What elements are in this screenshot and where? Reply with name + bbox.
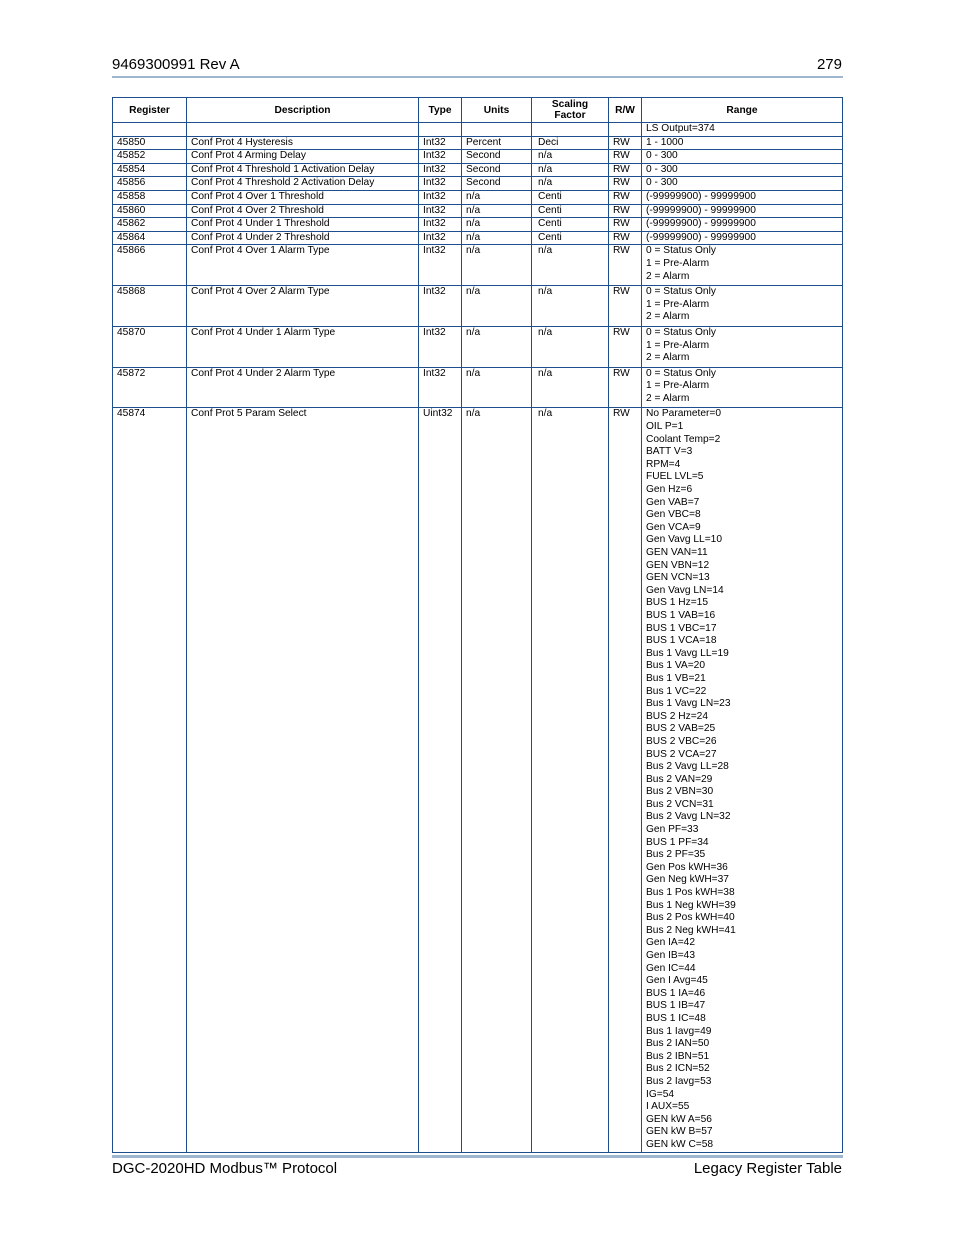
register-cell: 45870 [113,326,187,367]
range-line: 1 - 1000 [646,136,684,148]
units-cell: n/a [462,245,532,286]
description-cell: Conf Prot 4 Over 2 Threshold [187,204,419,218]
scaling-factor-cell: Centi [532,231,609,245]
description-cell: Conf Prot 4 Over 1 Threshold [187,190,419,204]
units-cell: n/a [462,204,532,218]
header-divider [112,76,843,78]
range-line: BATT V=3 [646,446,693,458]
table-row [113,136,843,150]
range-line: BUS 2 VCA=27 [646,748,717,760]
range-line: Bus 2 IAN=50 [646,1038,710,1050]
range-line: Bus 2 VAN=29 [646,773,713,785]
range-line: 2 = Alarm [646,270,690,282]
type-cell: Int32 [419,204,462,218]
range-line: Bus 2 Neg kWH=41 [646,924,736,936]
column-header-scaling-factor: Scaling Factor [532,98,609,123]
table-row [113,326,843,367]
type-cell: Int32 [419,190,462,204]
range-line: GEN kW A=56 [646,1113,712,1125]
range-line: GEN kW B=57 [646,1126,713,1138]
range-line: Gen VCA=9 [646,521,701,533]
register-cell: 45874 [113,408,187,1152]
scaling-factor-cell: n/a [532,408,609,1152]
range-cell [642,367,843,408]
range-line: Gen IA=42 [646,937,695,949]
range-line: Bus 1 VB=21 [646,672,706,684]
register-cell: 45858 [113,190,187,204]
range-line: BUS 1 VCA=18 [646,635,717,647]
description-cell: Conf Prot 4 Under 2 Alarm Type [187,367,419,408]
range-line: 2 = Alarm [646,311,690,323]
table-row [113,163,843,177]
document-title: DGC-2020HD Modbus™ Protocol [112,1160,338,1177]
table-row [113,177,843,191]
register-cell: 45854 [113,163,187,177]
description-cell: Conf Prot 4 Over 2 Alarm Type [187,286,419,327]
footer-divider [112,1155,843,1158]
scaling-factor-cell: Centi [532,190,609,204]
range-line: Gen Neg kWH=37 [646,874,729,886]
range-line: Gen I Avg=45 [646,975,708,987]
units-cell: Percent [462,136,532,150]
range-cell [642,286,843,327]
range-line: Bus 2 VCN=31 [646,798,714,810]
rw-cell: RW [609,218,642,232]
scaling-factor-cell: n/a [532,326,609,367]
scaling-factor-cell: Deci [532,136,609,150]
range-line: Gen VAB=7 [646,496,700,508]
range-line: Gen Pos kWH=36 [646,861,728,873]
range-line: OIL P=1 [646,421,684,433]
table-row [113,123,843,137]
range-line: LS Output=374 [646,123,715,134]
range-line: Gen Vavg LN=14 [646,584,724,596]
range-cell [642,231,843,245]
range-line: Bus 2 Iavg=53 [646,1075,712,1087]
rw-cell [609,123,642,137]
range-cell [642,190,843,204]
range-line: Gen Vavg LL=10 [646,534,722,546]
table-row [113,408,843,1152]
section-title: Legacy Register Table [693,1160,842,1177]
range-line: 1 = Pre-Alarm [646,298,710,310]
range-cell [642,218,843,232]
type-cell: Int32 [419,367,462,408]
description-cell: Conf Prot 4 Hysteresis [187,136,419,150]
range-line: GEN VBN=12 [646,559,710,571]
page-number: 279 [816,56,842,73]
table-row [113,150,843,164]
range-cell [642,408,843,1152]
range-line: Coolant Temp=2 [646,433,721,445]
range-line: I AUX=55 [646,1101,690,1113]
range-line: 1 = Pre-Alarm [646,257,710,269]
page-header [112,56,842,76]
range-line: BUS 1 VAB=16 [646,609,716,621]
range-line: Bus 1 VA=20 [646,660,705,672]
table-row [113,286,843,327]
range-line: 2 = Alarm [646,392,690,404]
range-cell [642,163,843,177]
range-cell [642,136,843,150]
rw-cell: RW [609,163,642,177]
register-cell: 45868 [113,286,187,327]
units-cell [462,123,532,137]
rw-cell: RW [609,204,642,218]
document-number: 9469300991 Rev A [112,56,240,73]
range-line: Bus 1 Pos kWH=38 [646,887,735,899]
range-cell [642,177,843,191]
scaling-factor-cell: n/a [532,367,609,408]
range-line: 0 - 300 [646,163,678,175]
range-line: No Parameter=0 [646,408,722,420]
register-cell: 45862 [113,218,187,232]
scaling-factor-cell: n/a [532,286,609,327]
type-cell: Uint32 [419,408,462,1152]
type-cell: Int32 [419,163,462,177]
range-line: Gen VBC=8 [646,509,701,521]
units-cell: n/a [462,190,532,204]
rw-cell: RW [609,231,642,245]
column-header-type: Type [419,98,462,123]
range-line: BUS 2 VAB=25 [646,723,716,735]
units-cell: Second [462,150,532,164]
type-cell [419,123,462,137]
units-cell: Second [462,177,532,191]
scaling-factor-cell: n/a [532,163,609,177]
range-line: Gen IC=44 [646,962,696,974]
description-cell: Conf Prot 4 Under 1 Alarm Type [187,326,419,367]
range-line: Bus 1 Vavg LN=23 [646,698,731,710]
range-line: 0 - 300 [646,150,678,162]
range-line: RPM=4 [646,458,681,470]
range-line: BUS 2 Hz=24 [646,710,709,722]
type-cell: Int32 [419,326,462,367]
description-cell: Conf Prot 5 Param Select [187,408,419,1152]
rw-cell: RW [609,136,642,150]
range-cell [642,326,843,367]
scaling-factor-cell [532,123,609,137]
register-cell: 45866 [113,245,187,286]
range-line: Bus 2 Pos kWH=40 [646,912,735,924]
range-line: BUS 1 Hz=15 [646,597,709,609]
rw-cell: RW [609,245,642,286]
register-cell: 45850 [113,136,187,150]
range-line: Gen Hz=6 [646,484,693,496]
range-line: BUS 1 IA=46 [646,987,706,999]
column-header-units: Units [462,98,532,123]
range-cell [642,150,843,164]
range-line: 1 = Pre-Alarm [646,339,710,351]
range-line: GEN kW C=58 [646,1138,714,1150]
range-line: 0 = Status Only [646,326,716,338]
range-line: (-99999900) - 99999900 [646,231,756,243]
table-row [113,231,843,245]
units-cell: n/a [462,367,532,408]
rw-cell: RW [609,150,642,164]
description-cell: Conf Prot 4 Under 2 Threshold [187,231,419,245]
column-header-rw: R/W [609,98,642,123]
range-line: BUS 2 VBC=26 [646,735,717,747]
description-cell: Conf Prot 4 Threshold 1 Activation Delay [187,163,419,177]
rw-cell: RW [609,177,642,191]
table-row [113,190,843,204]
range-line: IG=54 [646,1088,675,1100]
range-cell [642,204,843,218]
range-line: Bus 1 Vavg LL=19 [646,647,729,659]
table-body [113,123,843,1153]
type-cell: Int32 [419,245,462,286]
range-line: BUS 1 IC=48 [646,1012,706,1024]
scaling-factor-cell: Centi [532,218,609,232]
range-line: Bus 1 VC=22 [646,685,707,697]
range-line: GEN VCN=13 [646,572,710,584]
register-cell: 45852 [113,150,187,164]
register-cell: 45872 [113,367,187,408]
table-row [113,245,843,286]
units-cell: n/a [462,326,532,367]
register-cell: 45856 [113,177,187,191]
type-cell: Int32 [419,231,462,245]
range-line: 1 = Pre-Alarm [646,380,710,392]
description-cell: Conf Prot 4 Threshold 2 Activation Delay [187,177,419,191]
type-cell: Int32 [419,136,462,150]
description-cell: Conf Prot 4 Over 1 Alarm Type [187,245,419,286]
scaling-factor-cell: n/a [532,150,609,164]
range-line: Bus 2 Vavg LL=28 [646,761,729,773]
register-cell [113,123,187,137]
rw-cell: RW [609,286,642,327]
range-line: 0 - 300 [646,177,678,189]
table-row [113,204,843,218]
units-cell: n/a [462,218,532,232]
table-header-row [113,98,843,123]
page-footer [112,1160,842,1180]
range-line: Bus 1 Iavg=49 [646,1025,712,1037]
range-line: 2 = Alarm [646,352,690,364]
register-cell: 45860 [113,204,187,218]
table-row [113,367,843,408]
range-line: (-99999900) - 99999900 [646,218,756,230]
range-line: (-99999900) - 99999900 [646,190,756,202]
description-cell [187,123,419,137]
units-cell: Second [462,163,532,177]
range-line: 0 = Status Only [646,245,716,257]
scaling-factor-cell: Centi [532,204,609,218]
register-cell: 45864 [113,231,187,245]
range-line: Bus 2 ICN=52 [646,1063,710,1075]
description-cell: Conf Prot 4 Arming Delay [187,150,419,164]
range-line: Gen PF=33 [646,824,699,836]
table-row [113,218,843,232]
range-line: Bus 1 Neg kWH=39 [646,899,736,911]
range-line: BUS 1 VBC=17 [646,622,717,634]
legacy-register-table [112,97,843,1153]
range-line: (-99999900) - 99999900 [646,204,756,216]
column-header-range: Range [642,98,843,123]
rw-cell: RW [609,326,642,367]
range-line: FUEL LVL=5 [646,471,704,483]
range-cell [642,245,843,286]
column-header-description: Description [187,98,419,123]
range-line: GEN VAN=11 [646,547,708,558]
range-line: Bus 2 VBN=30 [646,786,714,798]
rw-cell: RW [609,190,642,204]
range-line: Bus 2 Vavg LN=32 [646,811,731,823]
range-line: 0 = Status Only [646,367,716,379]
units-cell: n/a [462,286,532,327]
units-cell: n/a [462,408,532,1152]
type-cell: Int32 [419,218,462,232]
type-cell: Int32 [419,150,462,164]
column-header-register: Register [113,98,187,123]
range-line: Bus 2 IBN=51 [646,1050,710,1062]
units-cell: n/a [462,231,532,245]
range-line: Gen IB=43 [646,950,695,961]
range-line: BUS 1 PF=34 [646,836,709,848]
rw-cell: RW [609,367,642,408]
scaling-factor-cell: n/a [532,177,609,191]
type-cell: Int32 [419,177,462,191]
type-cell: Int32 [419,286,462,327]
description-cell: Conf Prot 4 Under 1 Threshold [187,218,419,232]
range-cell [642,123,843,137]
range-line: Bus 2 PF=35 [646,849,706,861]
range-line: BUS 1 IB=47 [646,1000,706,1012]
scaling-factor-cell: n/a [532,245,609,286]
range-line: 0 = Status Only [646,286,716,298]
rw-cell: RW [609,408,642,1152]
